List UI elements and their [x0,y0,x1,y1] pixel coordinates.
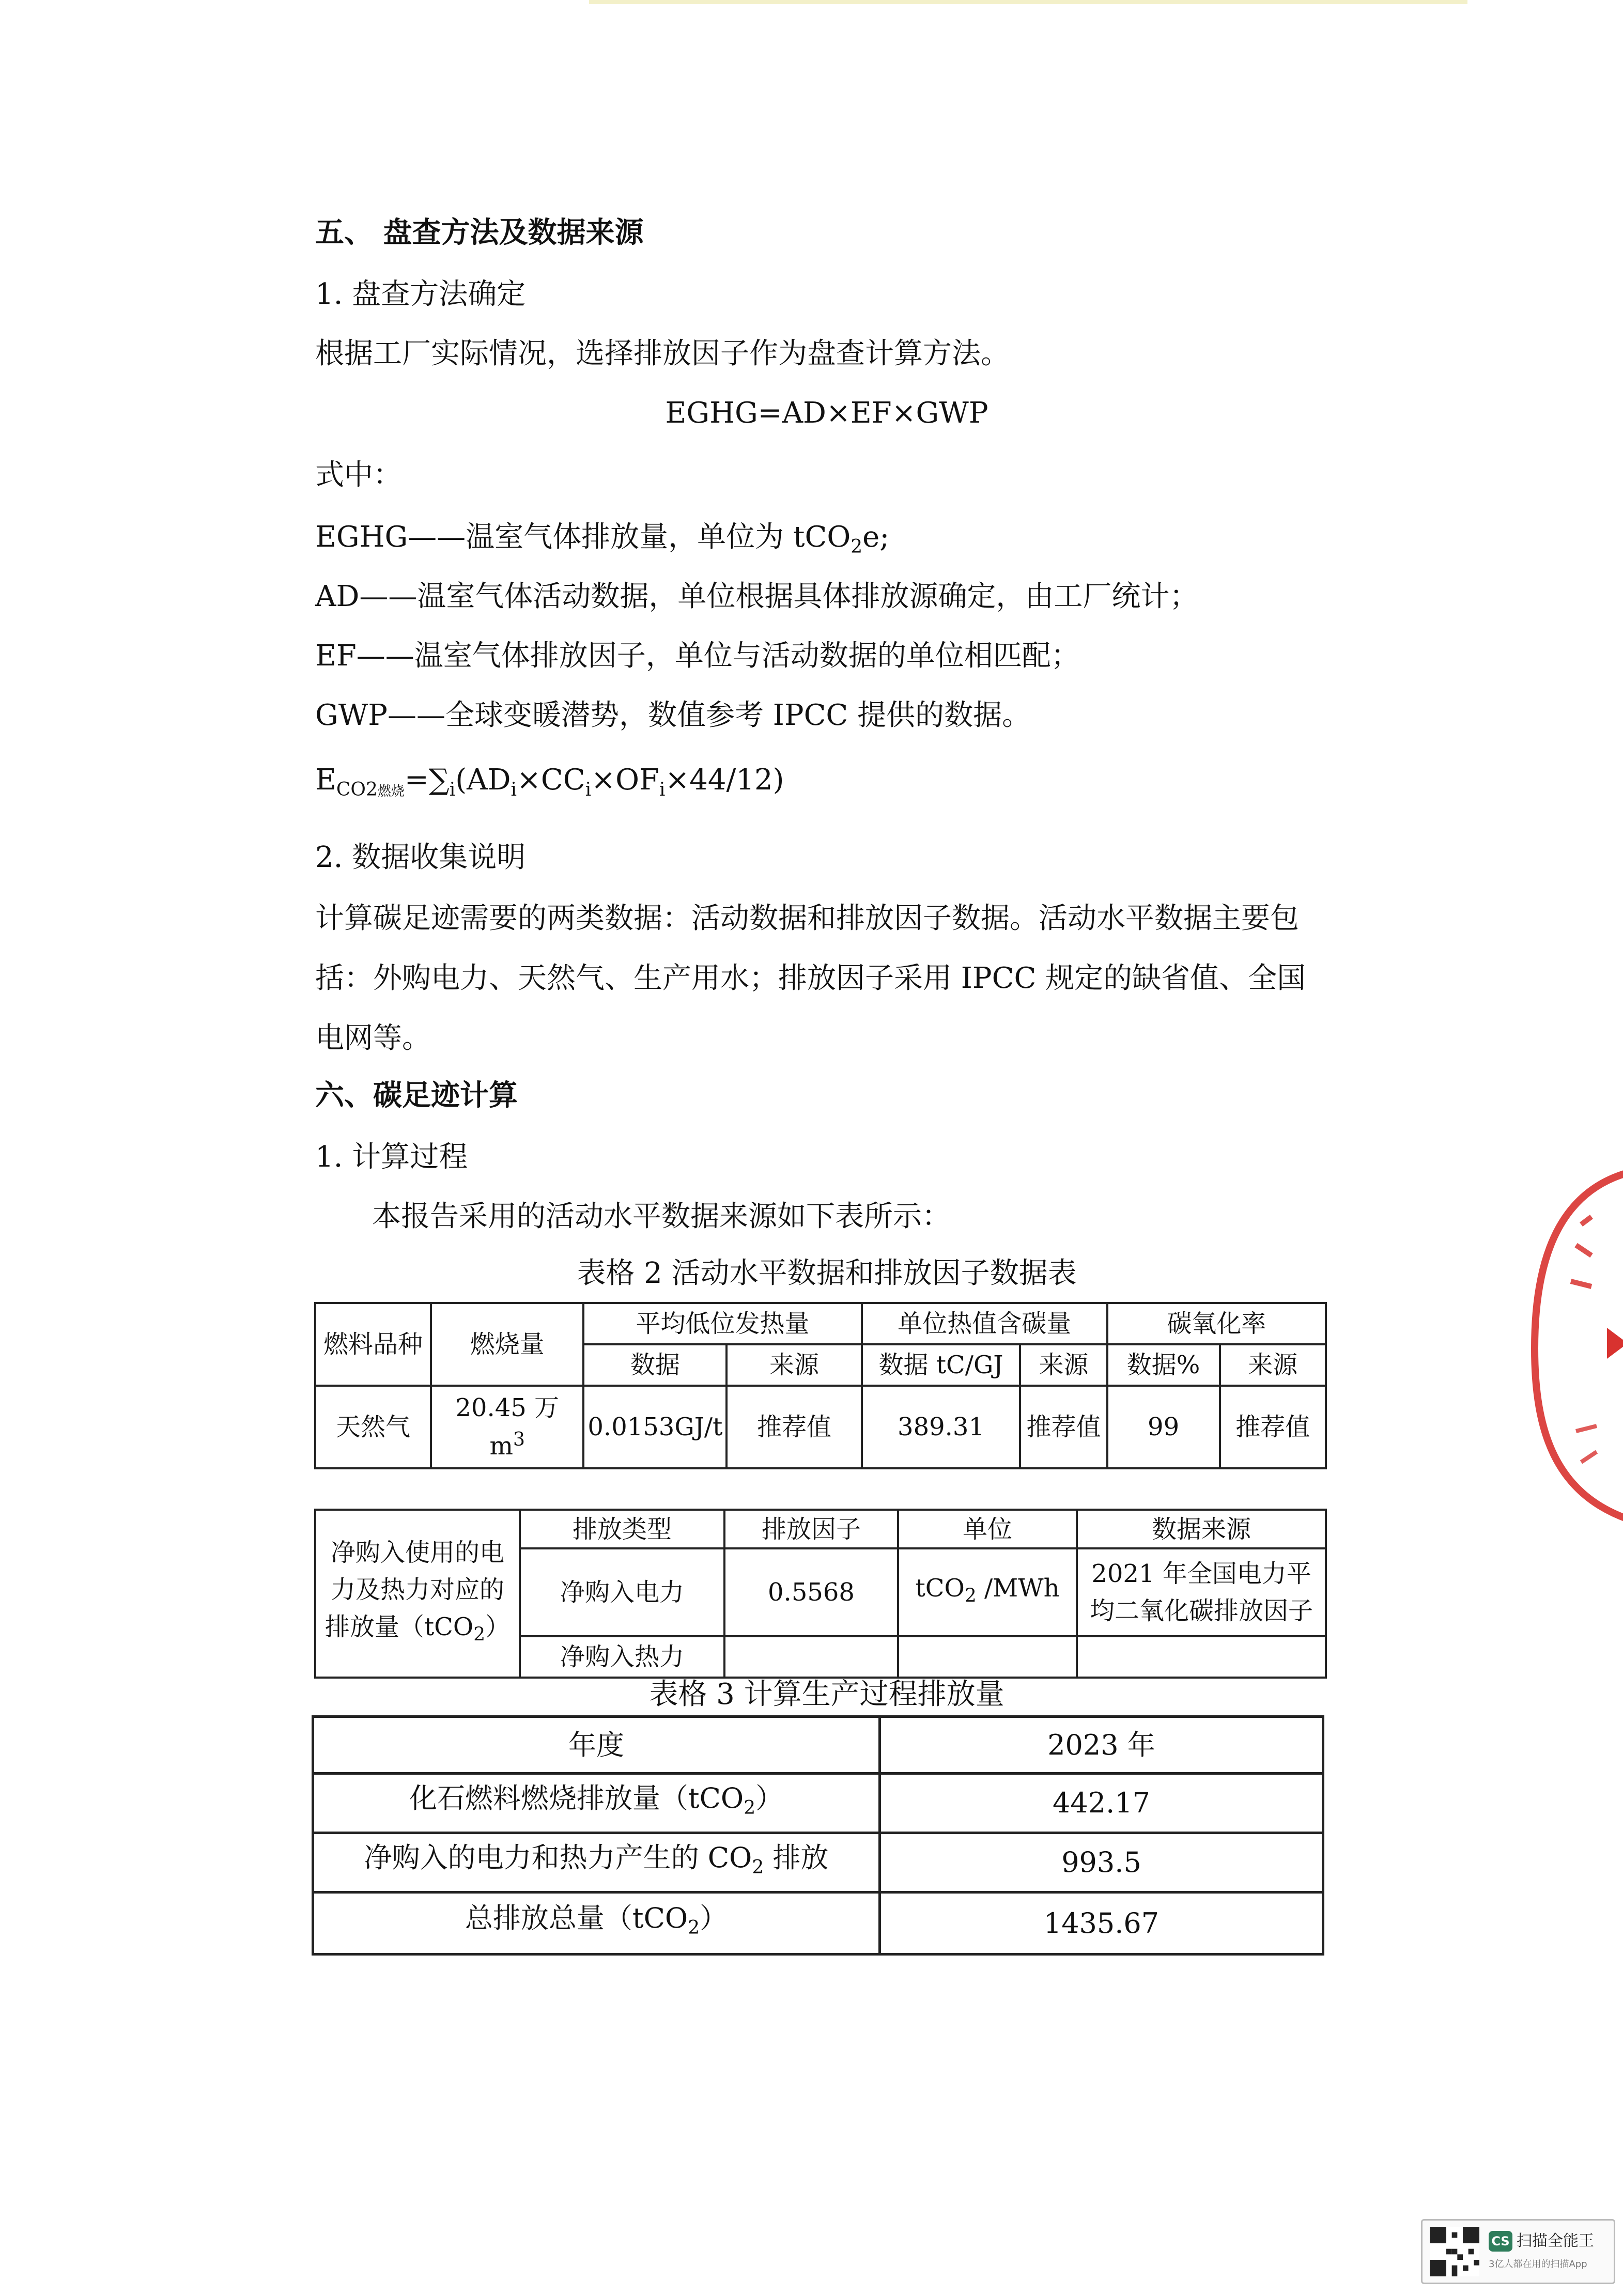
th-cc-source: 来源 [1020,1344,1107,1386]
qr-code-icon [1430,2227,1479,2276]
cell-total-label: 总排放总量（tCO$_2$） [313,1892,880,1954]
cell-factor-electricity: 0.5568 [724,1548,898,1636]
cell-source-heat [1077,1636,1326,1678]
section5-heading: 五、 盘查方法及数据来源 [315,215,644,250]
app-name: 扫描全能王 [1517,2232,1594,2250]
th-emission-type: 排放类型 [520,1510,724,1548]
def-ad: AD——温室气体活动数据，单位根据具体排放源确定，由工厂统计； [315,580,1199,613]
scanner-app-badge [1421,2219,1615,2284]
red-seal-stamp [1498,1162,1623,1524]
cell-ncv: 0.0153GJ/t [583,1386,727,1468]
data-collection-paragraph: 计算碳足迹需要的两类数据：活动数据和排放因子数据。活动水平数据主要包括：外购电力、天然气、生产用水；排放因子采用 IPCC 规定的缺省值、全国电网等。 [315,902,1306,1055]
th-fuel: 燃料品种 [315,1303,431,1386]
cell-type-electricity: 净购入电力 [520,1548,724,1636]
cell-electricity-label: 净购入的电力和热力产生的 $CO_2$ 排放 [313,1833,880,1892]
th-year-value: 2023 年 [880,1717,1323,1774]
cell-amount: 20.45 万 $m^3$ [431,1386,583,1468]
cell-type-heat: 净购入热力 [520,1636,724,1678]
section6-intro: 本报告采用的活动水平数据来源如下表所示： [372,1200,951,1233]
th-unit: 单位 [898,1510,1077,1548]
cell-source-electricity: 2021 年全国电力平均二氧化碳排放因子 [1077,1548,1326,1636]
formula-combustion: $E_{CO2燃烧}=\sum_i(AD_i\times CC_i\times OF_i\times 44/12)$ [315,763,784,801]
cell-unit-heat [898,1636,1077,1678]
cell-total-value: 1435.67 [880,1892,1323,1954]
elec-row-label: 净购入使用的电力及热力对应的排放量（tCO$_2$） [315,1510,520,1678]
def-eghg: EGHG——温室气体排放量，单位为 tCO$_2$e; [315,520,890,558]
th-year: 年度 [313,1717,880,1774]
th-ncv-source: 来源 [727,1344,861,1386]
cell-cc: 389.31 [862,1386,1021,1468]
th-of: 碳氧化率 [1107,1303,1326,1344]
def-ef: EF——温室气体排放因子，单位与活动数据的单位相匹配； [315,639,1080,673]
activity-data-table [314,1302,1327,1469]
th-cc-data: 数据 tC/GJ [862,1344,1021,1386]
th-amount: 燃烧量 [431,1303,583,1386]
formula-main: EGHG=AD×EF×GWP [665,396,988,430]
where-label: 式中： [315,458,402,492]
section5-intro: 根据工厂实际情况，选择排放因子作为盘查计算方法。 [315,337,1010,370]
electricity-emission-table [314,1509,1327,1679]
th-data-source: 数据来源 [1077,1510,1326,1548]
section6-sub1: 1. 计算过程 [315,1140,468,1174]
th-of-source: 来源 [1220,1344,1326,1386]
th-ncv-data: 数据 [583,1344,727,1386]
cell-electricity-value: 993.5 [880,1833,1323,1892]
app-slogan: 3亿人都在用的扫描App [1489,2259,1587,2270]
th-of-data: 数据% [1107,1344,1220,1386]
cell-cc-source: 推荐值 [1020,1386,1107,1468]
cell-of: 99 [1107,1386,1220,1468]
th-ncv: 平均低位发热量 [583,1303,861,1344]
cell-ncv-source: 推荐值 [727,1386,861,1468]
cell-fossil-value: 442.17 [880,1774,1323,1833]
cell-fossil-label: 化石燃料燃烧排放量（tCO$_2$） [313,1774,880,1833]
app-logo: CS [1489,2231,1512,2252]
section5-sub1: 1. 盘查方法确定 [315,277,526,311]
section6-heading: 六、碳足迹计算 [315,1078,518,1112]
table2-caption: 表格 2 活动水平数据和排放因子数据表 [577,1256,1077,1290]
emission-summary-table [312,1715,1324,1956]
section5-sub2: 2. 数据收集说明 [315,841,526,874]
cell-fuel: 天然气 [315,1386,431,1468]
th-cc: 单位热值含碳量 [862,1303,1107,1344]
def-gwp: GWP——全球变暖潜势，数值参考 IPCC 提供的数据。 [315,699,1031,732]
th-emission-factor: 排放因子 [724,1510,898,1548]
cell-unit-electricity: tCO$_2$ /MWh [898,1548,1077,1636]
table3-caption: 表格 3 计算生产过程排放量 [649,1678,1004,1711]
cell-of-source: 推荐值 [1220,1386,1326,1468]
cell-factor-heat [724,1636,898,1678]
scan-top-mark [589,0,1467,4]
